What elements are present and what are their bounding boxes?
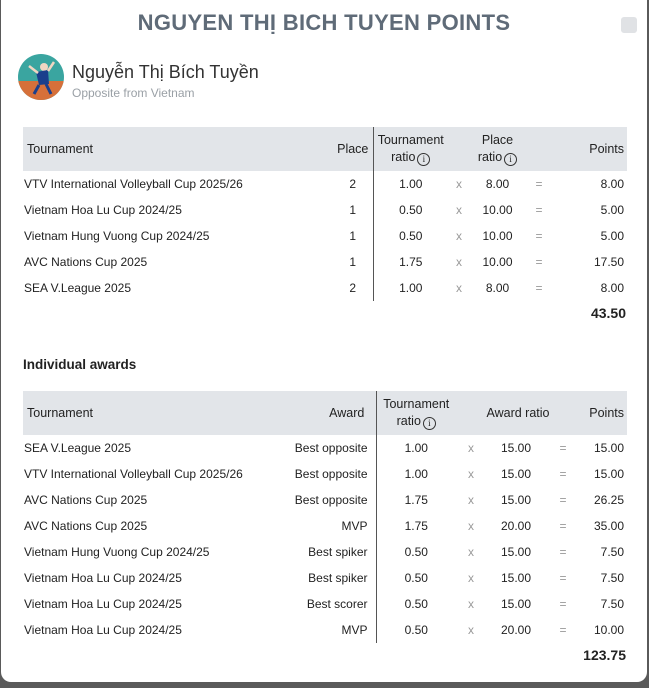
table-row [23,591,627,617]
table-row [23,565,627,591]
multiply-sign: x [456,281,462,295]
multiply-sign: x [468,597,474,611]
table-row [23,171,627,197]
col-header-label: ratio [391,150,416,164]
award-name: Best spiker [308,545,368,559]
award-name: Best scorer [306,597,368,611]
table-header [23,391,627,435]
award-name: MVP [341,519,368,533]
award-name: Best opposite [294,441,368,455]
multiply-sign: x [468,493,474,507]
info-icon[interactable]: i [504,153,517,166]
equals-sign: = [559,597,567,611]
place-ratio: 10.00 [482,229,513,243]
tournament-ratio: 1.75 [373,249,448,275]
points-value: 8.00 [600,281,624,295]
tournament-ratio: 0.50 [373,197,448,223]
equals-sign: = [559,441,567,455]
col-header-label: Tournament [383,397,450,411]
award-ratio: 15.00 [500,545,532,559]
tournament-ratio: 1.75 [376,487,456,513]
multiply-sign: x [456,203,462,217]
tournament-name: Vietnam Hoa Lu Cup 2024/25 [24,623,182,637]
table-row [23,617,627,643]
table-row [23,435,627,461]
equals-sign: = [559,571,567,585]
col-header-points: Points [580,391,627,435]
col-header-tournament-ratio [373,127,448,171]
place-value: 2 [349,177,357,191]
points-value: 8.00 [600,177,624,191]
place-ratio: 8.00 [485,177,510,191]
col-header-award: Award [288,391,376,435]
section-title-awards: Individual awards [23,357,137,372]
award-ratio: 15.00 [500,441,532,455]
multiply-sign: x [468,519,474,533]
points-value: 15.00 [593,467,624,481]
table-row [23,539,627,565]
table-row [23,223,627,249]
col-header-label: ratio [477,150,503,164]
info-icon[interactable]: i [423,417,436,430]
award-ratio: 15.00 [500,467,532,481]
points-value: 7.50 [600,597,624,611]
close-icon[interactable] [621,17,637,33]
points-value: 5.00 [600,203,624,217]
col-header-tournament-ratio [376,391,456,435]
points-value: 15.00 [593,441,624,455]
award-ratio: 15.00 [500,493,532,507]
tournament-name: VTV International Volleyball Cup 2025/26 [24,467,243,481]
equals-sign: = [535,203,543,217]
avatar [18,54,64,100]
tournament-name: Vietnam Hung Vuong Cup 2024/25 [24,229,210,243]
col-header-label: ratio [396,414,421,428]
place-value: 1 [349,255,357,269]
award-name: Best opposite [294,467,368,481]
tournament-name: SEA V.League 2025 [24,441,131,455]
col-header-op [448,127,470,171]
col-header-op [525,127,553,171]
equals-sign: = [559,623,567,637]
multiply-sign: x [468,467,474,481]
points-value: 5.00 [600,229,624,243]
tournament-ratio: 0.50 [376,539,456,565]
tournament-name: AVC Nations Cup 2025 [24,255,148,269]
tournament-ratio: 1.00 [373,275,448,301]
place-value: 2 [349,281,357,295]
tournament-name: Vietnam Hung Vuong Cup 2024/25 [24,545,210,559]
place-ratio: 10.00 [482,255,513,269]
equals-sign: = [535,255,543,269]
equals-sign: = [535,177,543,191]
tournament-ratio: 0.50 [376,565,456,591]
points-modal [1,0,647,682]
multiply-sign: x [468,545,474,559]
tournaments-table [23,127,627,301]
tournament-ratio: 0.50 [376,617,456,643]
tournament-ratio: 1.75 [376,513,456,539]
col-header-award-ratio: Award ratio [456,391,580,435]
modal-title: NGUYEN THỊ BICH TUYEN POINTS [137,10,511,35]
points-value: 26.25 [593,493,624,507]
place-value: 1 [349,203,357,217]
table-row [23,275,627,301]
tournament-name: AVC Nations Cup 2025 [24,519,148,533]
place-value: 1 [349,229,357,243]
equals-sign: = [559,545,567,559]
tournament-name: Vietnam Hoa Lu Cup 2024/25 [24,597,182,611]
col-header-points: Points [553,127,627,171]
table-row [23,197,627,223]
points-value: 17.50 [593,255,624,269]
table-row [23,461,627,487]
tournament-name: Vietnam Hoa Lu Cup 2024/25 [24,203,182,217]
points-value: 10.00 [593,623,624,637]
award-ratio: 15.00 [500,571,532,585]
tournament-name: SEA V.League 2025 [24,281,131,295]
tournament-name: VTV International Volleyball Cup 2025/26 [24,177,243,191]
tournament-ratio: 1.00 [373,171,448,197]
tournaments-total: 43.50 [590,305,626,321]
multiply-sign: x [468,623,474,637]
player-name: Nguyễn Thị Bích Tuyền [72,62,259,82]
col-header-place-ratio [470,127,525,171]
table-row [23,487,627,513]
equals-sign: = [559,467,567,481]
awards-table [23,391,627,643]
table-row [23,513,627,539]
table-row [23,249,627,275]
col-header-tournament: Tournament [23,391,288,435]
award-ratio: 20.00 [500,623,532,637]
info-icon[interactable]: i [417,153,430,166]
multiply-sign: x [468,441,474,455]
tournament-ratio: 1.00 [376,435,456,461]
equals-sign: = [559,493,567,507]
equals-sign: = [535,281,543,295]
player-subtitle: Opposite from Vietnam [72,86,195,100]
multiply-sign: x [456,229,462,243]
tournament-name: AVC Nations Cup 2025 [24,493,148,507]
award-name: Best spiker [308,571,368,585]
place-ratio: 10.00 [482,203,513,217]
multiply-sign: x [468,571,474,585]
tournament-ratio: 1.00 [376,461,456,487]
points-value: 7.50 [600,571,624,585]
player-photo-icon [18,54,64,100]
award-ratio: 20.00 [500,519,532,533]
points-value: 7.50 [600,545,624,559]
col-header-label: Tournament [377,133,444,147]
col-header-label: Place [481,133,514,147]
equals-sign: = [559,519,567,533]
tournament-ratio: 0.50 [373,223,448,249]
award-ratio: 15.00 [500,597,532,611]
points-value: 35.00 [593,519,624,533]
col-header-place: Place [313,127,373,171]
awards-total: 123.75 [583,647,626,663]
multiply-sign: x [456,255,462,269]
award-name: MVP [341,623,368,637]
tournament-name: Vietnam Hoa Lu Cup 2024/25 [24,571,182,585]
multiply-sign: x [456,177,462,191]
col-header-tournament: Tournament [23,127,313,171]
place-ratio: 8.00 [485,281,510,295]
tournament-ratio: 0.50 [376,591,456,617]
award-name: Best opposite [294,493,368,507]
table-header [23,127,627,171]
equals-sign: = [535,229,543,243]
